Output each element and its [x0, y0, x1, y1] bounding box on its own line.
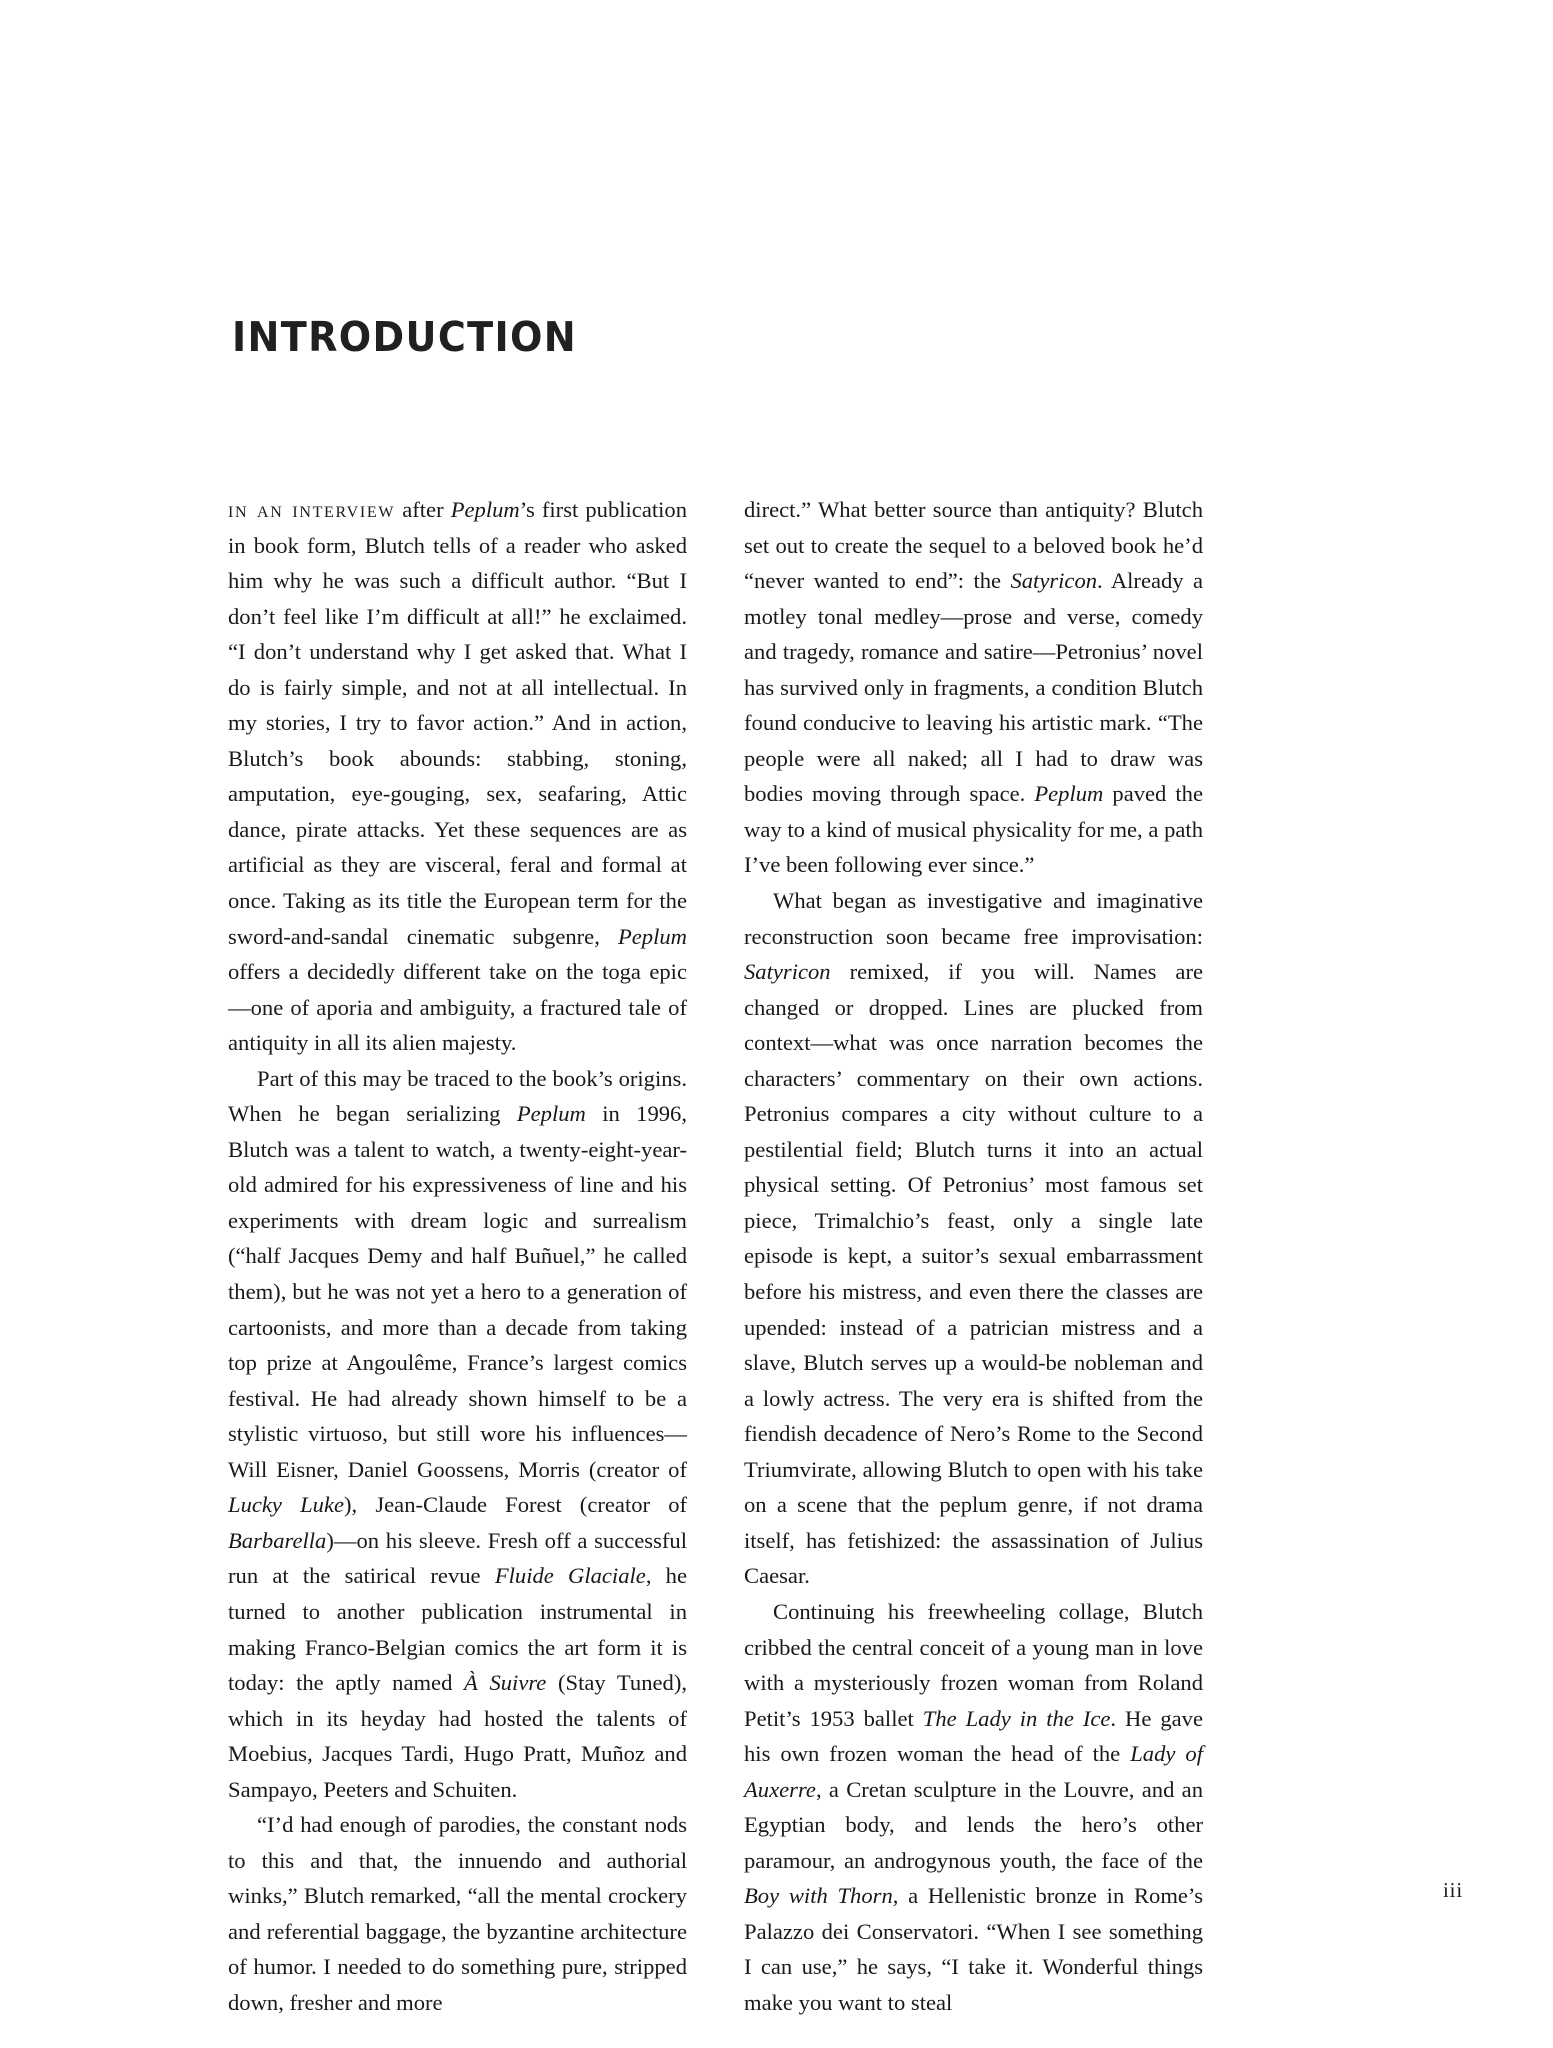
- body-text: (Stay Tuned), which in its heyday had hosted the talents of Moebius, Jacques Tardi, Hugo Pratt, Muñoz and Sampayo, Peeters and Schuiten.: [228, 1670, 687, 1802]
- body-text: Part of this may be traced to the book’s origins. When he began serializing: [228, 1065, 687, 1127]
- body-text: “I’d had enough of parodies, the constant nods to this and that, the innuendo and authorial winks,” Blutch remarked, “all the mental crockery and referential baggage, the byzantine architecture of humor. I needed to do something pure, stripped down, fresher and more: [228, 1812, 687, 2015]
- body-text: ), Jean-Claude Forest (creator of: [344, 1492, 688, 1518]
- paragraph: [228, 1807, 687, 2020]
- right-column: [744, 492, 1203, 2021]
- italic-title: Lucky Luke: [228, 1492, 345, 1518]
- italic-title: Peplum: [1034, 781, 1104, 807]
- body-text: paved the way to a kind of musical physicality for me, a path I’ve been following ever since.”: [744, 781, 1203, 878]
- body-text: offers a decidedly different take on the toga epic—one of aporia and ambiguity, a fractured tale of antiquity in all its alien majesty.: [228, 959, 687, 1056]
- page-title: INTRODUCTION: [232, 313, 578, 362]
- italic-title: Peplum: [516, 1101, 586, 1127]
- body-text: in 1996, Blutch was a talent to watch, a twenty-eight-year-old admired for his expressiveness of line and his experiments with dream logic and surrealism (“half Jacques Demy and half Buñuel,” he called them), but he was not yet a hero to a generation of cartoonists, and more than a decade from taking top prize at Angoulême, France’s largest comics festival. He had already shown himself to be a stylistic virtuoso, but still wore his influences—Will Eisner, Daniel Goossens, Morris (creator of: [228, 1101, 687, 1482]
- italic-title: Barbarella: [228, 1527, 327, 1553]
- body-text: , a Cretan sculpture in the Louvre, and an Egyptian body, and lends the hero’s other paramour, an androgynous youth, the face of the: [744, 1776, 1203, 1873]
- italic-title: The Lady in the Ice: [922, 1705, 1111, 1731]
- italic-title: Boy with Thorn: [744, 1883, 893, 1909]
- body-text: , a Hellenistic bronze in Rome’s Palazzo dei Conservatori. “When I see something I can use,” he says, “I take it. Wonderful things make you want to steal: [744, 1883, 1203, 2015]
- italic-title: Satyricon: [744, 959, 831, 985]
- body-text: after: [395, 497, 451, 522]
- body-text: ’s first publication in book form, Blutch tells of a reader who asked him why he was such a difficult author. “But I don’t feel like I’m difficult at all!” he exclaimed. “I don’t understand why I get asked that. What I do is fairly simple, and not at all intellectual. In my stories, I try to favor action.” And in action, Blutch’s book abounds: stabbing, stoning, amputation, eye-gouging, sex, seafaring, Attic dance, pirate attacks. Yet these sequences are as artificial as they are visceral, feral and formal at once. Taking as its title the European term for the sword-and-sandal cinematic subgenre,: [228, 497, 687, 949]
- paragraph: [744, 883, 1203, 1594]
- paragraph: [744, 1594, 1203, 2021]
- body-text: direct.” What better source than antiquity? Blutch set out to create the sequel to a beloved book he’d “never wanted to end”: the: [744, 497, 1203, 594]
- page-number: iii: [1442, 1878, 1463, 1902]
- body-text: remixed, if you will. Names are changed or dropped. Lines are plucked from context—what was once narration becomes the characters’ commentary on their own actions. Petronius compares a city without culture to a pestilential field; Blutch turns it into an actual physical setting. Of Petronius’ most famous set piece, Trimalchio’s feast, only a single late episode is kept, a suitor’s sexual embarrassment before his mistress, and even there the classes are upended: instead of a patrician mistress and a slave, Blutch serves up a would-be nobleman and a lowly actress. The very era is shifted from the fiendish decadence of Nero’s Rome to the Second Triumvirate, allowing Blutch to open with his take on a scene that the peplum genre, if not drama itself, has fetishized: the assassination of Julius Caesar.: [744, 959, 1203, 1589]
- italic-title: Peplum: [450, 497, 520, 522]
- body-columns: [228, 492, 1328, 2021]
- italic-title: À Suivre: [464, 1670, 547, 1696]
- italic-title: Lady of Auxerre: [744, 1741, 1203, 1802]
- paragraph: [228, 1061, 687, 1807]
- paragraph: [744, 492, 1203, 883]
- body-text: , he turned to another publication instrumental in making Franco-Belgian comics the art form it is today: the aptly named: [228, 1563, 688, 1696]
- italic-title: Fluide Glaciale: [494, 1563, 646, 1589]
- italic-title: Satyricon: [1010, 568, 1098, 594]
- body-text: . Already a motley tonal medley—prose and verse, comedy and tragedy, romance and satire—Petronius’ novel has survived only in fragments, a condition Blutch found conducive to leaving his artistic mark. “The people were all naked; all I had to draw was bodies moving through space.: [744, 568, 1204, 807]
- small-caps-opening: in an interview: [228, 497, 396, 522]
- italic-title: Peplum: [617, 923, 687, 949]
- body-text: What began as investigative and imaginative reconstruction soon became free improvisation:: [744, 888, 1203, 949]
- left-column: [228, 492, 687, 2021]
- body-text: . He gave his own frozen woman the head of the: [744, 1705, 1203, 1767]
- paragraph: [228, 492, 687, 1061]
- body-text: )—on his sleeve. Fresh off a successful run at the satirical revue: [228, 1527, 687, 1589]
- body-text: Continuing his freewheeling collage, Blutch cribbed the central conceit of a young man in love with a mysteriously frozen woman from Roland Petit’s 1953 ballet: [744, 1598, 1203, 1731]
